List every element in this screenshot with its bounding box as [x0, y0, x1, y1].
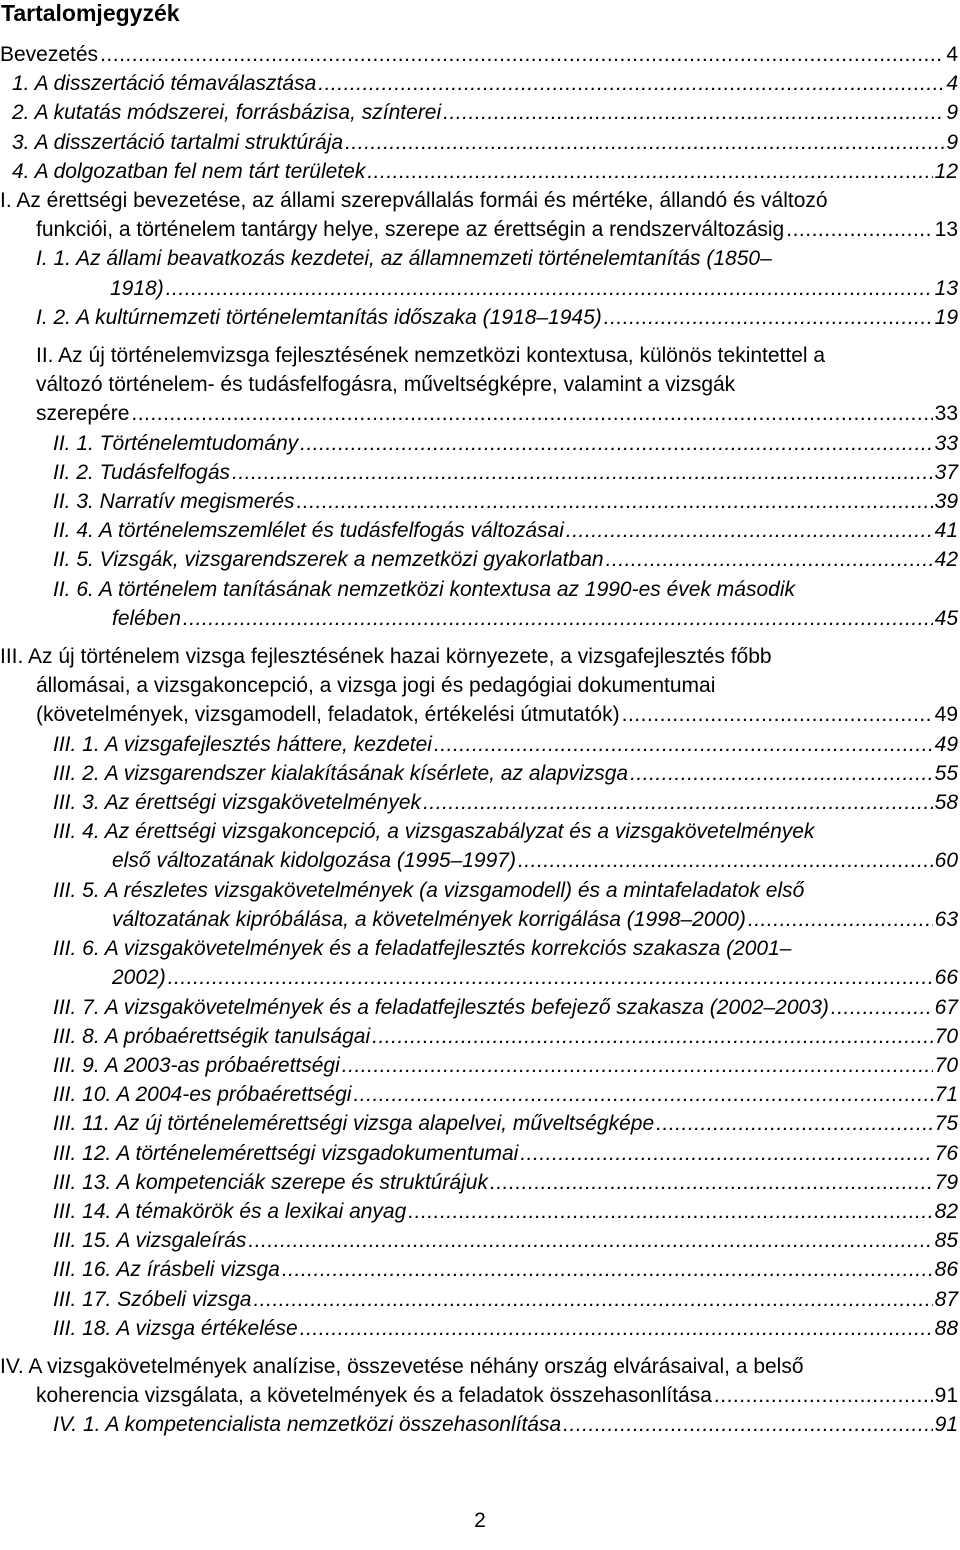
toc-entry-text: III. 7. A vizsgakövetelmények és a feladatfejlesztés befejező szakasza (2002–2003) — [53, 995, 829, 1019]
dot-leader — [168, 963, 933, 992]
dot-leader — [248, 1226, 932, 1255]
toc-entry[interactable] — [0, 128, 960, 157]
toc-entry[interactable] — [0, 1285, 960, 1314]
toc-page-number: 9 — [946, 101, 958, 125]
dot-leader — [604, 303, 933, 332]
section-gap — [0, 633, 960, 642]
toc-heading: Tartalomjegyzék — [1, 0, 180, 26]
toc-page-number: 33 — [934, 431, 958, 455]
toc-entry-text: III. 1. A vizsgafejlesztés háttere, kezdetei — [53, 732, 432, 756]
toc-entry[interactable] — [0, 1139, 960, 1168]
toc-page-number: 91 — [934, 1384, 958, 1408]
page-number: 2 — [474, 1509, 486, 1532]
toc-entry-text: III. Az új történelem vizsga fejlesztésének hazai környezete, a vizsgafejlesztés főbb — [0, 645, 772, 669]
toc-entry-text: III. 16. Az írásbeli vizsga — [53, 1258, 280, 1282]
toc-entry-text: II. 1. Történelemtudomány — [53, 431, 299, 455]
toc-entry[interactable] — [0, 516, 960, 545]
toc-entry-text: III. 15. A vizsgaleírás — [53, 1229, 247, 1253]
toc-entry[interactable] — [0, 1109, 960, 1138]
dot-leader — [300, 1314, 933, 1343]
toc-page-number: 33 — [934, 402, 958, 426]
section-gap — [0, 1343, 960, 1352]
dot-leader — [282, 1255, 933, 1284]
toc-entry[interactable] — [0, 244, 960, 302]
toc-entry-text: III. 12. A történelemérettségi vizsgadokumentumai — [53, 1141, 519, 1165]
toc-entry[interactable] — [0, 1410, 960, 1439]
dot-leader — [372, 1022, 933, 1051]
toc-page-number: 63 — [934, 907, 958, 931]
toc-entry-text: II. 3. Narratív megismerés — [53, 490, 295, 514]
toc-entry[interactable] — [0, 876, 960, 934]
dot-leader — [318, 69, 944, 98]
toc-page-number: 19 — [934, 305, 958, 329]
toc-entry-text: III. 17. Szóbeli vizsga — [53, 1287, 252, 1311]
toc-entry-text: 1918) — [110, 276, 164, 300]
dot-leader — [423, 788, 933, 817]
dot-leader — [300, 429, 933, 458]
toc-page-number: 91 — [934, 1413, 958, 1437]
toc-entry-text: 2002) — [112, 966, 166, 990]
toc-entry-text: Bevezetés — [0, 43, 99, 66]
dot-leader — [253, 1285, 932, 1314]
toc-entry-text: III. 3. Az érettségi vizsgakövetelmények — [53, 791, 422, 815]
toc-page-number: 79 — [934, 1170, 958, 1194]
toc-entry-text: 4. A dolgozatban fel nem tárt területek — [12, 159, 366, 183]
toc-page-number: 45 — [934, 606, 958, 630]
toc-entry-text: II. 4. A történelemszemlélet és tudásfelfogás változásai — [53, 519, 564, 543]
toc-entry-text: I. 1. Az állami beavatkozás kezdetei, az államnemzeti történelemtanítás (1850– — [36, 247, 772, 271]
toc-entry[interactable] — [0, 40, 960, 69]
dot-leader — [563, 1410, 932, 1439]
toc-page-number: 55 — [934, 761, 958, 785]
toc-entry-text: I. 2. A kultúrnemzeti történelemtanítás időszaka (1918–1945) — [36, 305, 602, 329]
toc-page-number: 9 — [946, 130, 958, 154]
toc-entry[interactable] — [0, 1168, 960, 1197]
toc-page-number: 4 — [946, 43, 958, 66]
dot-leader — [622, 700, 933, 729]
dot-leader — [166, 274, 933, 303]
toc-entry-text: 3. A disszertáció tartalmi struktúrája — [12, 130, 344, 154]
toc-entry[interactable] — [0, 934, 960, 992]
toc-page-number: 37 — [934, 460, 958, 484]
dot-leader — [490, 1168, 933, 1197]
toc-entry[interactable] — [0, 545, 960, 574]
toc-entry[interactable] — [0, 817, 960, 875]
dot-leader — [786, 215, 932, 244]
toc-entry-text: IV. A vizsgakövetelmények analízise, összevetése néhány ország elvárásaival, a belső — [0, 1354, 804, 1378]
table-of-contents — [0, 40, 960, 1440]
toc-entry-text: II. Az új történelemvizsga fejlesztésének nemzetközi kontextusa, különös tekintettel a — [36, 344, 826, 368]
toc-page-number: 49 — [934, 703, 958, 727]
toc-entry-text: funkciói, a történelem tantárgy helye, szerepe az érettségin a rendszerváltozásig — [36, 218, 785, 242]
toc-entry-text: felében — [112, 606, 181, 630]
toc-entry[interactable] — [0, 575, 960, 633]
toc-entry[interactable] — [0, 458, 960, 487]
dot-leader — [367, 157, 932, 186]
toc-entry[interactable] — [0, 642, 960, 730]
toc-entry[interactable] — [0, 429, 960, 458]
toc-page-number: 86 — [934, 1258, 958, 1282]
toc-entry[interactable] — [0, 993, 960, 1022]
toc-entry-text: IV. 1. A kompetencialista nemzetközi összehasonlítása — [53, 1413, 562, 1437]
toc-entry-text: III. 5. A részletes vizsgakövetelmények (a vizsgamodell) és a mintafeladatok első — [53, 878, 805, 902]
toc-page-number: 41 — [934, 519, 958, 543]
toc-entry[interactable] — [0, 1226, 960, 1255]
toc-entry-text: III. 9. A 2003-as próbaérettségi — [53, 1053, 340, 1077]
toc-entry[interactable] — [0, 1080, 960, 1109]
toc-page-number: 70 — [934, 1053, 958, 1077]
dot-leader — [100, 40, 944, 69]
dot-leader — [518, 846, 933, 875]
dot-leader — [131, 399, 932, 428]
toc-page-number: 87 — [934, 1287, 958, 1311]
dot-leader — [831, 993, 933, 1022]
toc-page-number: 58 — [934, 791, 958, 815]
toc-entry-text: I. Az érettségi bevezetése, az állami szerepvállalás formái és mértéke, állandó és változó — [0, 189, 828, 213]
toc-entry-text: 1. A disszertáció témaválasztása — [12, 72, 317, 96]
toc-entry[interactable] — [0, 487, 960, 516]
toc-page-number: 42 — [934, 548, 958, 572]
toc-entry-text: II. 6. A történelem tanításának nemzetközi kontextusa az 1990-es évek második — [53, 577, 796, 601]
toc-entry[interactable] — [0, 1255, 960, 1284]
dot-leader — [443, 98, 944, 127]
toc-entry-text: első változatának kidolgozása (1995–1997) — [112, 849, 516, 873]
dot-leader — [434, 730, 933, 759]
toc-entry-text: III. 18. A vizsga értékelése — [53, 1316, 298, 1340]
toc-entry[interactable] — [0, 788, 960, 817]
toc-entry-text: III. 10. A 2004-es próbaérettségi — [53, 1083, 352, 1107]
toc-entry[interactable] — [0, 303, 960, 332]
dot-leader — [408, 1197, 932, 1226]
dot-leader — [342, 1051, 933, 1080]
toc-page-number: 4 — [946, 72, 958, 96]
toc-entry[interactable] — [0, 759, 960, 788]
dot-leader — [520, 1139, 932, 1168]
toc-entry-text: koherencia vizsgálata, a követelmények és a feladatok összehasonlítása — [36, 1384, 712, 1408]
toc-entry[interactable] — [0, 730, 960, 759]
dot-leader — [566, 516, 933, 545]
dot-leader — [606, 545, 933, 574]
toc-page-number: 82 — [934, 1199, 958, 1223]
toc-entry-text: állomásai, a vizsgakoncepció, a vizsga jogi és pedagógiai dokumentumai — [36, 674, 716, 698]
toc-page-number: 88 — [934, 1316, 958, 1340]
dot-leader — [630, 759, 933, 788]
toc-entry[interactable] — [0, 157, 960, 186]
toc-page-number: 49 — [934, 732, 958, 756]
toc-entry-text: változó történelem- és tudásfelfogásra, műveltségképre, valamint a vizsgák — [36, 373, 736, 397]
toc-entry-text: III. 13. A kompetenciák szerepe és struktúrájuk — [53, 1170, 488, 1194]
toc-entry[interactable] — [0, 98, 960, 127]
toc-entry-text: szerepére — [36, 402, 130, 426]
section-gap — [0, 332, 960, 341]
toc-entry-text: II. 2. Tudásfelfogás — [53, 460, 231, 484]
dot-leader — [353, 1080, 932, 1109]
toc-page-number: 70 — [934, 1024, 958, 1048]
toc-entry[interactable] — [0, 1314, 960, 1343]
toc-entry-text: III. 6. A vizsgakövetelmények és a feladatfejlesztés korrekciós szakasza (2001– — [53, 937, 792, 961]
toc-entry-text: változatának kipróbálása, a követelmények korrigálása (1998–2000) — [112, 907, 746, 931]
toc-page-number: 76 — [934, 1141, 958, 1165]
toc-page-number: 75 — [934, 1112, 958, 1136]
toc-entry[interactable] — [0, 341, 960, 429]
toc-page-number: 66 — [934, 966, 958, 990]
toc-entry-text: III. 4. Az érettségi vizsgakoncepció, a vizsgaszabályzat és a vizsgakövetelmények — [53, 820, 815, 844]
toc-page-number: 13 — [934, 276, 958, 300]
dot-leader — [232, 458, 933, 487]
dot-leader — [714, 1381, 933, 1410]
toc-entry-text: III. 11. Az új történelemérettségi vizsga alapelvei, műveltségképe — [53, 1112, 655, 1136]
toc-entry[interactable] — [0, 186, 960, 244]
dot-leader — [297, 487, 933, 516]
toc-entry-text: 2. A kutatás módszerei, forrásbázisa, színterei — [12, 101, 442, 125]
dot-leader — [345, 128, 944, 157]
toc-page-number: 13 — [934, 218, 958, 242]
toc-entry[interactable] — [0, 1022, 960, 1051]
toc-entry-text: II. 5. Vizsgák, vizsgarendszerek a nemzetközi gyakorlatban — [53, 548, 604, 572]
toc-entry[interactable] — [0, 69, 960, 98]
toc-page-number: 39 — [934, 490, 958, 514]
toc-page-number: 71 — [934, 1083, 958, 1107]
toc-entry-text: (követelmények, vizsgamodell, feladatok, értékelési útmutatók) — [36, 703, 620, 727]
toc-page-number: 60 — [934, 849, 958, 873]
toc-entry-text: III. 8. A próbaérettségik tanulságai — [53, 1024, 371, 1048]
dot-leader — [656, 1109, 932, 1138]
dot-leader — [183, 604, 933, 633]
toc-page-number: 12 — [934, 159, 958, 183]
dot-leader — [748, 905, 933, 934]
toc-entry[interactable] — [0, 1051, 960, 1080]
toc-entry[interactable] — [0, 1352, 960, 1410]
toc-page-number: 85 — [934, 1229, 958, 1253]
toc-entry-text: III. 14. A témakörök és a lexikai anyag — [53, 1199, 407, 1223]
toc-entry-text: III. 2. A vizsgarendszer kialakításának kísérlete, az alapvizsga — [53, 761, 629, 785]
toc-entry[interactable] — [0, 1197, 960, 1226]
toc-page-number: 67 — [934, 995, 958, 1019]
